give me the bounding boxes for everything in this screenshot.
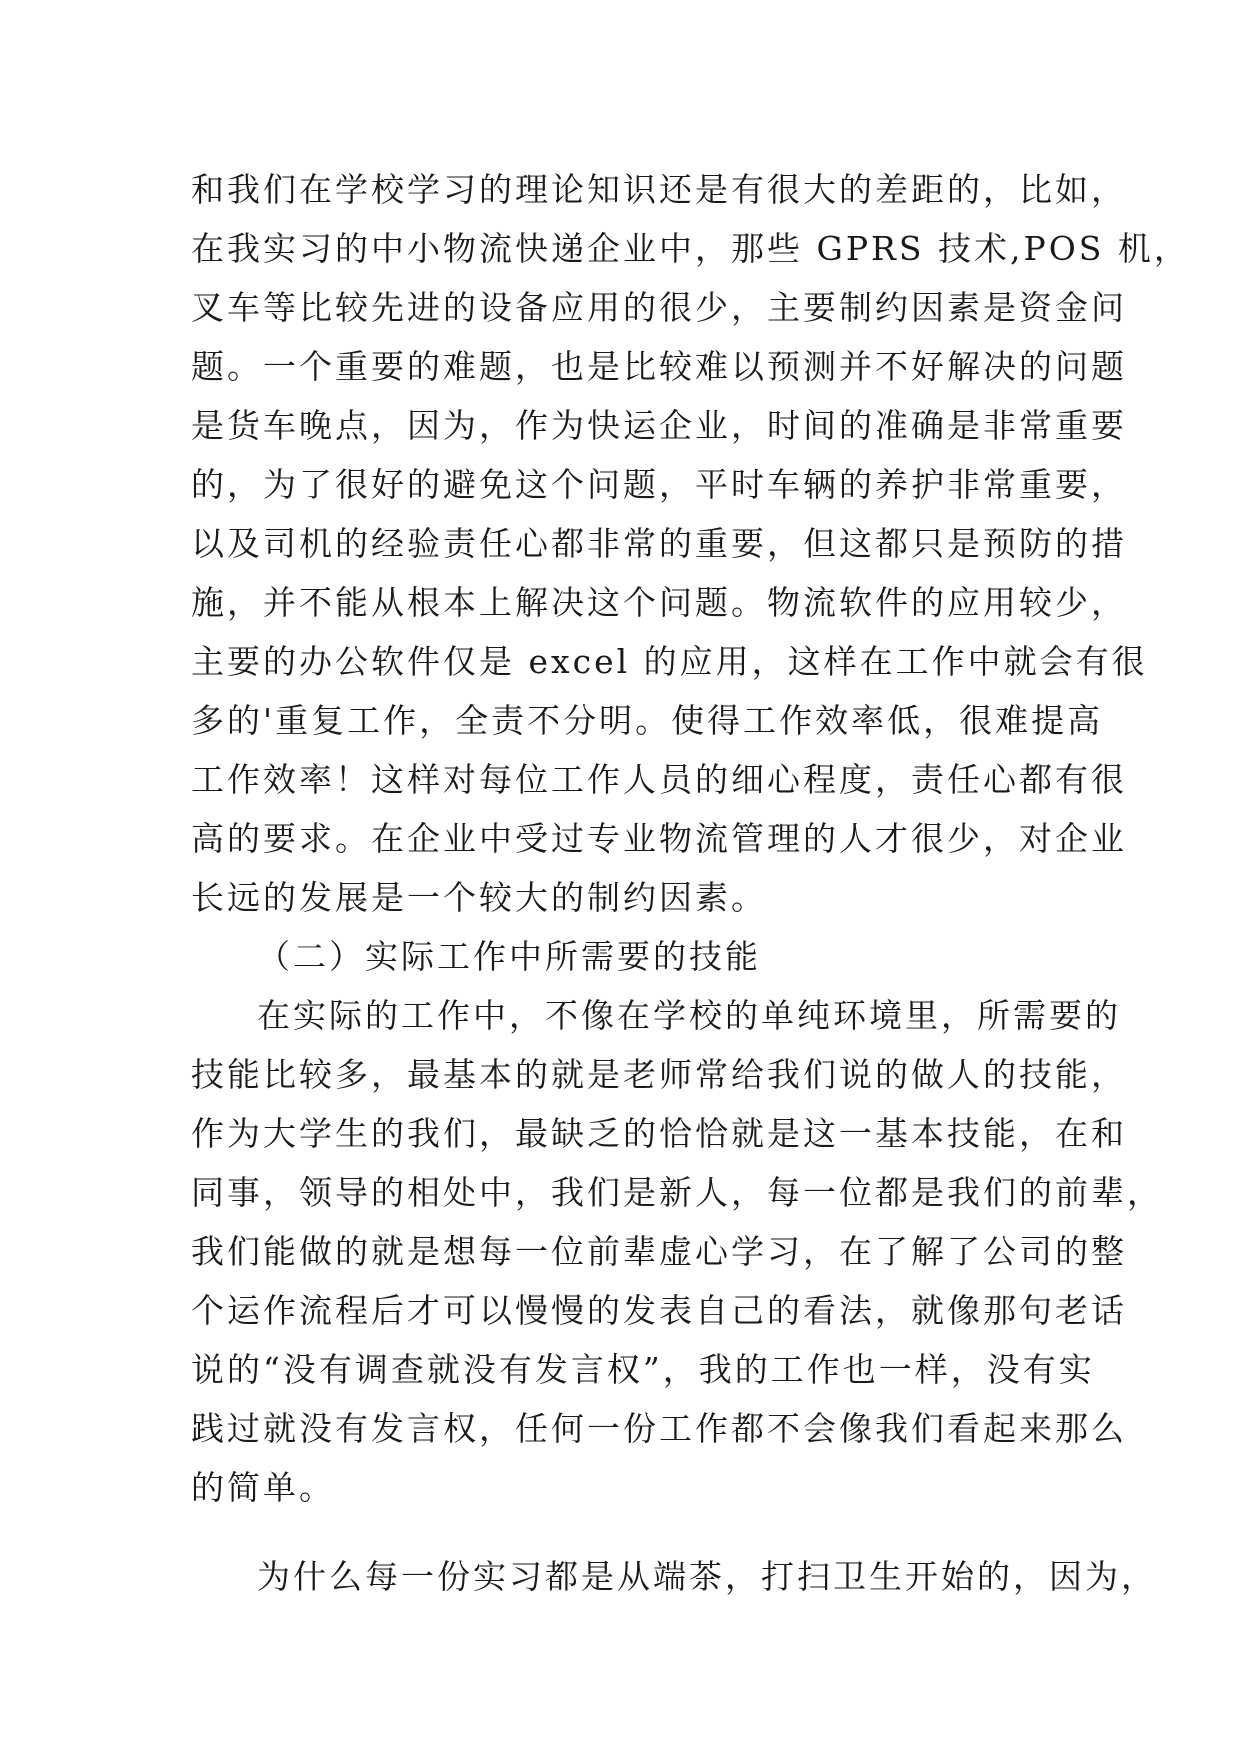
paragraph-spacing: [191, 1517, 1071, 1547]
text-line: 以及司机的经验责任心都非常的重要，但这都只是预防的措: [191, 524, 1127, 563]
text-line: 践过就没有发言权，任何一份工作都不会像我们看起来那么: [191, 1409, 1127, 1448]
text-line: 个运作流程后才可以慢慢的发表自己的看法，就像那句老话: [191, 1291, 1127, 1330]
text-line: 长远的发展是一个较大的制约因素。: [191, 878, 767, 917]
text-line: 我们能做的就是想每一位前辈虚心学习，在了解了公司的整: [191, 1232, 1127, 1271]
section-heading: （二）实际工作中所需要的技能: [257, 937, 761, 976]
text-line: 题。一个重要的难题，也是比较难以预测并不好解决的问题: [191, 347, 1127, 386]
text-line: 同事，领导的相处中，我们是新人，每一位都是我们的前辈，: [191, 1173, 1163, 1212]
text-line: 说的“没有调查就没有发言权”，我的工作也一样，没有实: [191, 1350, 1095, 1389]
text-line: 技能比较多，最基本的就是老师常给我们说的做人的技能，: [191, 1055, 1127, 1094]
text-line: 是货车晚点，因为，作为快运企业，时间的准确是非常重要: [191, 406, 1127, 445]
paragraph-3: [191, 1547, 1157, 1606]
document-body: [191, 160, 1190, 1606]
text-line: 高的要求。在企业中受过专业物流管理的人才很少，对企业: [191, 819, 1127, 858]
text-line: 和我们在学校学习的理论知识还是有很大的差距的，比如，: [191, 170, 1127, 209]
text-line: 工作效率！这样对每位工作人员的细心程度，责任心都有很: [191, 760, 1127, 799]
paragraph-1: [191, 160, 1190, 927]
text-line: 作为大学生的我们，最缺乏的恰恰就是这一基本技能，在和: [191, 1114, 1127, 1153]
text-line: 多的'重复工作，全责不分明。使得工作效率低，很难提高: [191, 701, 1104, 740]
text-line: 主要的办公软件仅是 excel 的应用，这样在工作中就会有很: [191, 642, 1148, 681]
paragraph-2: [191, 986, 1163, 1517]
text-line: 为什么每一份实习都是从端茶，打扫卫生开始的，因为，: [257, 1557, 1157, 1596]
text-line: 在我实习的中小物流快递企业中，那些 GPRS 技术,POS 机，: [191, 229, 1190, 268]
text-line: 施，并不能从根本上解决这个问题。物流软件的应用较少，: [191, 583, 1127, 622]
text-line: 在实际的工作中，不像在学校的单纯环境里，所需要的: [257, 996, 1121, 1035]
text-line: 的简单。: [191, 1468, 335, 1507]
text-line: 的，为了很好的避免这个问题，平时车辆的养护非常重要，: [191, 465, 1127, 504]
text-line: 叉车等比较先进的设备应用的很少，主要制约因素是资金问: [191, 288, 1127, 327]
